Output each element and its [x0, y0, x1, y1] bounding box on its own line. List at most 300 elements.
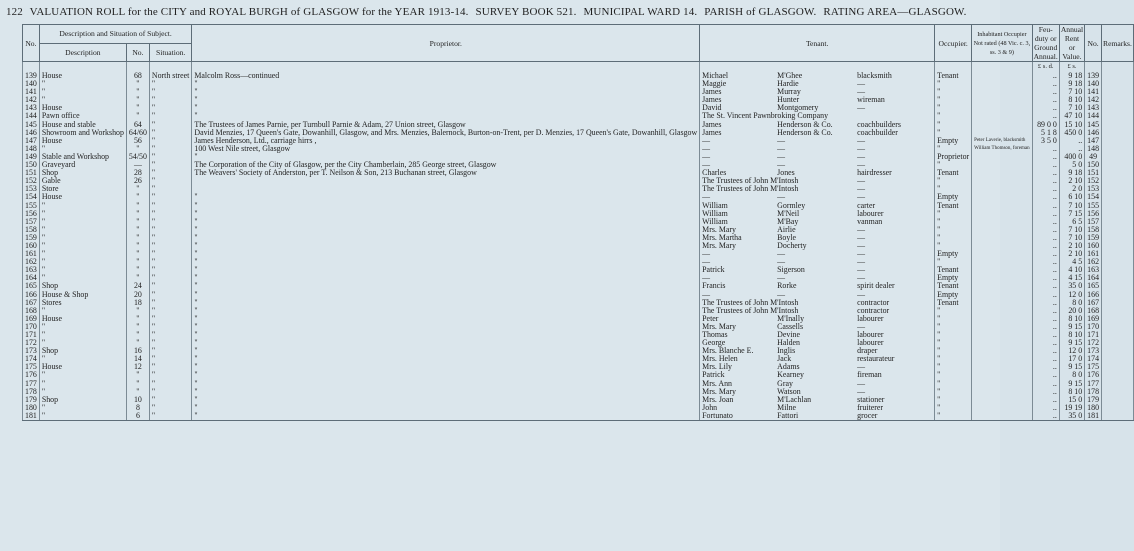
row-proprietor: ": [192, 323, 700, 331]
row-proprietor: ": [192, 193, 700, 201]
table-row: [23, 363, 1134, 371]
row-description: House & Shop: [39, 291, 126, 299]
tenant-occupation: restaurateur: [857, 354, 895, 364]
row-house-number: 18: [126, 299, 149, 307]
tenant-occupation: hairdresser: [857, 168, 892, 178]
tenant-surname: Hardie: [777, 79, 799, 89]
row-occupier: ": [935, 104, 972, 112]
col-header-situation: Situation.: [149, 43, 191, 62]
row-annual-rent: 2 10: [1059, 242, 1084, 250]
row-situation: ": [149, 412, 191, 421]
row-description: ": [39, 412, 126, 421]
row-occupier: ": [935, 145, 972, 153]
col-header-no2: No.: [1085, 25, 1102, 62]
row-annual-rent: 20 0: [1059, 307, 1084, 315]
row-occupier: Empty: [935, 137, 972, 145]
tenant-surname: —: [777, 151, 786, 161]
row-number-right: 143: [1085, 104, 1102, 112]
table-row: [23, 380, 1134, 388]
row-occupier: ": [935, 234, 972, 242]
row-proprietor: ": [192, 250, 700, 258]
row-number-right: 153: [1085, 185, 1102, 193]
row-feu-duty: ..: [1032, 104, 1059, 112]
row-remarks: [1102, 291, 1134, 299]
tenant-occupation: contractor: [857, 305, 890, 315]
row-situation: ": [149, 210, 191, 218]
row-annual-rent: ..: [1059, 145, 1084, 153]
row-number-right: 176: [1085, 371, 1102, 379]
row-number: 174: [23, 355, 40, 363]
row-annual-rent: 8 0: [1059, 371, 1084, 379]
table-row: [23, 299, 1134, 307]
row-number: 171: [23, 331, 40, 339]
tenant-surname: —: [777, 289, 786, 299]
row-number: 157: [23, 218, 40, 226]
row-remarks: [1102, 177, 1134, 185]
tenant-surname: Watson: [777, 386, 801, 396]
tenant-surname: Rorke: [777, 281, 797, 291]
tenant-first-name: —: [702, 289, 711, 299]
row-house-number: 10: [126, 396, 149, 404]
row-situation: ": [149, 96, 191, 104]
table-row: [23, 218, 1134, 226]
row-remarks: [1102, 153, 1134, 161]
tenant-occupation: spirit dealer: [857, 281, 895, 291]
row-number-right: 49: [1085, 153, 1102, 161]
row-number: 179: [23, 396, 40, 404]
row-tenant: [700, 242, 935, 250]
row-number-right: 159: [1085, 234, 1102, 242]
tenant-first-name: Mrs. Lily: [702, 362, 732, 372]
row-house-number: ": [126, 96, 149, 104]
tenant-occupation: contractor: [857, 297, 890, 307]
tenant-surname: [777, 185, 857, 193]
row-annual-rent: 12 0: [1059, 291, 1084, 299]
table-row: [23, 404, 1134, 412]
col-header-inhabitant: Inhabitant Occupier Not rated (48 Vic. c. 3, ss. 3 & 9): [972, 25, 1032, 62]
row-occupier: ": [935, 226, 972, 234]
row-situation: ": [149, 363, 191, 371]
row-tenant: [700, 371, 935, 379]
row-proprietor: ": [192, 153, 700, 161]
row-annual-rent: 8 10: [1059, 388, 1084, 396]
row-annual-rent: 450 0: [1059, 129, 1084, 137]
row-feu-duty: ..: [1032, 404, 1059, 412]
row-proprietor: ": [192, 96, 700, 104]
row-inhabitant: [972, 169, 1032, 177]
row-occupier: ": [935, 80, 972, 88]
row-remarks: [1102, 193, 1134, 201]
row-feu-duty: ..: [1032, 169, 1059, 177]
tenant-first-name: Fortunato: [702, 410, 733, 420]
tenant-first-name: William: [702, 200, 728, 210]
row-feu-duty: ..: [1032, 347, 1059, 355]
row-number: 158: [23, 226, 40, 234]
col-header-number: No.: [126, 43, 149, 62]
row-description: Stable and Workshop: [39, 153, 126, 161]
table-row: [23, 258, 1134, 266]
row-occupier: Tenant: [935, 72, 972, 80]
row-occupier: Empty: [935, 250, 972, 258]
municipal-ward: MUNICIPAL WARD 14.: [583, 6, 698, 18]
row-description: ": [39, 80, 126, 88]
row-situation: ": [149, 242, 191, 250]
row-number: 148: [23, 145, 40, 153]
row-description: House: [39, 137, 126, 145]
row-occupier: ": [935, 380, 972, 388]
row-house-number: ": [126, 323, 149, 331]
row-number-right: 145: [1085, 121, 1102, 129]
row-number: 178: [23, 388, 40, 396]
row-tenant: [700, 153, 935, 161]
tenant-surname: Cassells: [777, 321, 804, 331]
row-house-number: ": [126, 380, 149, 388]
row-description: ": [39, 371, 126, 379]
row-inhabitant: William Thomson, foreman: [972, 145, 1032, 153]
tenant-occupation: carter: [857, 200, 876, 210]
table-row: [23, 282, 1134, 290]
tenant-occupation: —: [857, 232, 866, 242]
row-description: ": [39, 339, 126, 347]
row-number-right: 154: [1085, 193, 1102, 201]
row-feu-duty: ..: [1032, 153, 1059, 161]
tenant-occupation: blacksmith: [857, 71, 892, 80]
row-description: Gable: [39, 177, 126, 185]
row-occupier: Tenant: [935, 299, 972, 307]
row-feu-duty: ..: [1032, 323, 1059, 331]
tenant-surname: Airlie: [777, 224, 796, 234]
row-number: 173: [23, 347, 40, 355]
table-row: [23, 129, 1134, 137]
row-description: ": [39, 202, 126, 210]
row-house-number: 20: [126, 291, 149, 299]
tenant-surname: —: [777, 273, 786, 283]
row-occupier: ": [935, 404, 972, 412]
tenant-surname: —: [777, 192, 786, 202]
row-annual-rent: 6 10: [1059, 193, 1084, 201]
row-number: 166: [23, 291, 40, 299]
tenant-surname: Inglis: [777, 346, 796, 356]
row-number-right: 169: [1085, 315, 1102, 323]
row-number-right: 177: [1085, 380, 1102, 388]
tenant-first-name: —: [702, 257, 711, 267]
row-situation: ": [149, 307, 191, 315]
row-proprietor: ": [192, 226, 700, 234]
row-house-number: ": [126, 234, 149, 242]
row-remarks: [1102, 274, 1134, 282]
row-feu-duty: ..: [1032, 193, 1059, 201]
row-number: 149: [23, 153, 40, 161]
row-inhabitant: [972, 185, 1032, 193]
row-proprietor: ": [192, 242, 700, 250]
row-number: 160: [23, 242, 40, 250]
row-feu-duty: ..: [1032, 282, 1059, 290]
row-situation: ": [149, 404, 191, 412]
row-house-number: 14: [126, 355, 149, 363]
row-situation: ": [149, 104, 191, 112]
tenant-surname: Docherty: [777, 240, 807, 250]
row-occupier: Empty: [935, 193, 972, 201]
row-occupier: ": [935, 363, 972, 371]
row-annual-rent: 9 18: [1059, 169, 1084, 177]
row-inhabitant: [972, 266, 1032, 274]
row-feu-duty: ..: [1032, 234, 1059, 242]
table-row: [23, 242, 1134, 250]
row-number-right: 172: [1085, 339, 1102, 347]
row-number: 153: [23, 185, 40, 193]
col-header-feu: Feu-duty or Ground Annual.: [1033, 25, 1058, 61]
row-occupier: ": [935, 185, 972, 193]
row-description: ": [39, 218, 126, 226]
row-description: House and stable: [39, 121, 126, 129]
table-row: [23, 193, 1134, 201]
row-occupier: ": [935, 355, 972, 363]
row-remarks: [1102, 282, 1134, 290]
row-number-right: 175: [1085, 363, 1102, 371]
row-situation: ": [149, 137, 191, 145]
row-tenant: [700, 396, 935, 404]
col-header-description: Description: [39, 43, 126, 62]
row-description: House: [39, 363, 126, 371]
row-tenant: [700, 80, 935, 88]
row-proprietor: ": [192, 266, 700, 274]
row-annual-rent: 15 0: [1059, 396, 1084, 404]
tenant-occupation: —: [857, 249, 866, 259]
tenant-surname: —: [777, 135, 786, 145]
row-remarks: [1102, 307, 1134, 315]
row-occupier: ": [935, 412, 972, 421]
tenant-occupation: coachbuilders: [857, 119, 901, 129]
row-feu-duty: ..: [1032, 307, 1059, 315]
row-number: 141: [23, 88, 40, 96]
tenant-surname: Montgomery: [777, 103, 819, 113]
row-inhabitant: [972, 404, 1032, 412]
table-row: [23, 355, 1134, 363]
row-description: ": [39, 250, 126, 258]
row-house-number: 12: [126, 363, 149, 371]
row-occupier: ": [935, 96, 972, 104]
row-number: 181: [23, 412, 40, 421]
row-number-right: 140: [1085, 80, 1102, 88]
table-row: [23, 177, 1134, 185]
row-proprietor: ": [192, 331, 700, 339]
tenant-surname: Adams: [777, 362, 800, 372]
row-inhabitant: [972, 355, 1032, 363]
row-house-number: 56: [126, 137, 149, 145]
row-number-right: 174: [1085, 355, 1102, 363]
table-row: [23, 72, 1134, 80]
row-situation: ": [149, 274, 191, 282]
row-number-right: 168: [1085, 307, 1102, 315]
row-number-right: 164: [1085, 274, 1102, 282]
survey-book: SURVEY BOOK 521.: [475, 6, 577, 18]
row-proprietor: ": [192, 363, 700, 371]
tenant-occupation: —: [857, 362, 866, 372]
row-occupier: ": [935, 218, 972, 226]
row-number-right: 173: [1085, 347, 1102, 355]
row-annual-rent: 35 0: [1059, 282, 1084, 290]
row-inhabitant: [972, 347, 1032, 355]
row-situation: ": [149, 299, 191, 307]
tenant-first-name: —: [702, 249, 711, 259]
row-house-number: ": [126, 258, 149, 266]
row-remarks: [1102, 323, 1134, 331]
row-number-right: 180: [1085, 404, 1102, 412]
tenant-first-name: James: [702, 87, 722, 97]
row-feu-duty: ..: [1032, 185, 1059, 193]
row-occupier: ": [935, 161, 972, 169]
row-situation: ": [149, 315, 191, 323]
row-house-number: 24: [126, 282, 149, 290]
row-situation: ": [149, 258, 191, 266]
row-description: Store: [39, 185, 126, 193]
row-inhabitant: [972, 210, 1032, 218]
tenant-first-name: The St. Vincent Pawnbroking Company: [702, 111, 829, 121]
row-annual-rent: 4 10: [1059, 266, 1084, 274]
row-number-right: 158: [1085, 226, 1102, 234]
row-proprietor: ": [192, 234, 700, 242]
row-inhabitant: [972, 299, 1032, 307]
row-feu-duty: ..: [1032, 299, 1059, 307]
col-header-remarks: Remarks.: [1102, 25, 1134, 62]
row-annual-rent: 4 5: [1059, 258, 1084, 266]
tenant-surname: Sigerson: [777, 265, 805, 275]
row-occupier: Tenant: [935, 282, 972, 290]
row-feu-duty: ..: [1032, 242, 1059, 250]
row-proprietor: ": [192, 104, 700, 112]
row-feu-duty: ..: [1032, 226, 1059, 234]
row-number: 159: [23, 234, 40, 242]
row-house-number: ": [126, 88, 149, 96]
row-situation: ": [149, 291, 191, 299]
row-tenant: [700, 258, 935, 266]
row-remarks: [1102, 202, 1134, 210]
row-proprietor: ": [192, 210, 700, 218]
row-number: 151: [23, 169, 40, 177]
row-inhabitant: [972, 331, 1032, 339]
table-row: [23, 169, 1134, 177]
row-description: ": [39, 242, 126, 250]
row-inhabitant: [972, 363, 1032, 371]
tenant-first-name: James: [702, 95, 722, 105]
row-inhabitant: [972, 380, 1032, 388]
row-house-number: 16: [126, 347, 149, 355]
row-inhabitant: [972, 193, 1032, 201]
tenant-surname: Boyle: [777, 232, 797, 242]
row-situation: ": [149, 169, 191, 177]
row-tenant: [700, 363, 935, 371]
row-remarks: [1102, 210, 1134, 218]
row-inhabitant: [972, 72, 1032, 80]
row-number-right: 155: [1085, 202, 1102, 210]
row-number-right: 150: [1085, 161, 1102, 169]
tenant-first-name: William: [702, 216, 728, 226]
row-remarks: [1102, 96, 1134, 104]
row-remarks: [1102, 266, 1134, 274]
row-occupier: ": [935, 210, 972, 218]
row-number-right: 139: [1085, 72, 1102, 80]
row-house-number: ": [126, 307, 149, 315]
row-tenant: [700, 88, 935, 96]
row-feu-duty: ..: [1032, 412, 1059, 421]
row-inhabitant: [972, 258, 1032, 266]
row-number: 164: [23, 274, 40, 282]
tenant-first-name: Mrs. Ann: [702, 378, 732, 388]
row-number-right: 144: [1085, 112, 1102, 120]
row-number-right: 181: [1085, 412, 1102, 421]
row-description: ": [39, 258, 126, 266]
tenant-occupation: labourer: [857, 338, 884, 348]
tenant-surname: M'Inally: [777, 313, 805, 323]
row-description: ": [39, 355, 126, 363]
table-row: [23, 339, 1134, 347]
row-proprietor: [192, 177, 700, 185]
row-remarks: [1102, 331, 1134, 339]
tenant-occupation: —: [857, 224, 866, 234]
row-number: 177: [23, 380, 40, 388]
row-remarks: [1102, 355, 1134, 363]
row-house-number: 26: [126, 177, 149, 185]
row-house-number: ": [126, 202, 149, 210]
row-remarks: [1102, 412, 1134, 421]
row-remarks: [1102, 129, 1134, 137]
row-description: Graveyard: [39, 161, 126, 169]
row-situation: ": [149, 88, 191, 96]
row-inhabitant: [972, 121, 1032, 129]
tenant-first-name: Mrs. Mary: [702, 321, 736, 331]
row-description: ": [39, 145, 126, 153]
row-occupier: Tenant: [935, 169, 972, 177]
row-description: House: [39, 315, 126, 323]
row-number: 168: [23, 307, 40, 315]
row-tenant: [700, 193, 935, 201]
row-number-right: 152: [1085, 177, 1102, 185]
table-row: [23, 185, 1134, 193]
row-remarks: [1102, 380, 1134, 388]
row-inhabitant: [972, 234, 1032, 242]
row-number-right: 178: [1085, 388, 1102, 396]
row-house-number: ": [126, 104, 149, 112]
tenant-occupation: —: [857, 240, 866, 250]
row-situation: ": [149, 234, 191, 242]
tenant-occupation: vanman: [857, 216, 883, 226]
row-number: 150: [23, 161, 40, 169]
row-remarks: [1102, 137, 1134, 145]
row-description: ": [39, 234, 126, 242]
row-annual-rent: 9 15: [1059, 323, 1084, 331]
row-remarks: [1102, 226, 1134, 234]
row-situation: ": [149, 339, 191, 347]
row-number: 154: [23, 193, 40, 201]
row-description: House: [39, 104, 126, 112]
tenant-occupation: stationer: [857, 394, 885, 404]
row-inhabitant: [972, 242, 1032, 250]
row-number: 175: [23, 363, 40, 371]
row-annual-rent: 9 15: [1059, 380, 1084, 388]
table-row: [23, 412, 1134, 421]
tenant-first-name: James: [702, 127, 722, 137]
table-row: [23, 266, 1134, 274]
row-proprietor: ": [192, 307, 700, 315]
row-feu-duty: ..: [1032, 355, 1059, 363]
row-feu-duty: ..: [1032, 291, 1059, 299]
row-house-number: ": [126, 250, 149, 258]
row-description: ": [39, 226, 126, 234]
row-house-number: ": [126, 331, 149, 339]
table-row: [23, 307, 1134, 315]
row-tenant: [700, 129, 935, 137]
row-tenant: [700, 331, 935, 339]
